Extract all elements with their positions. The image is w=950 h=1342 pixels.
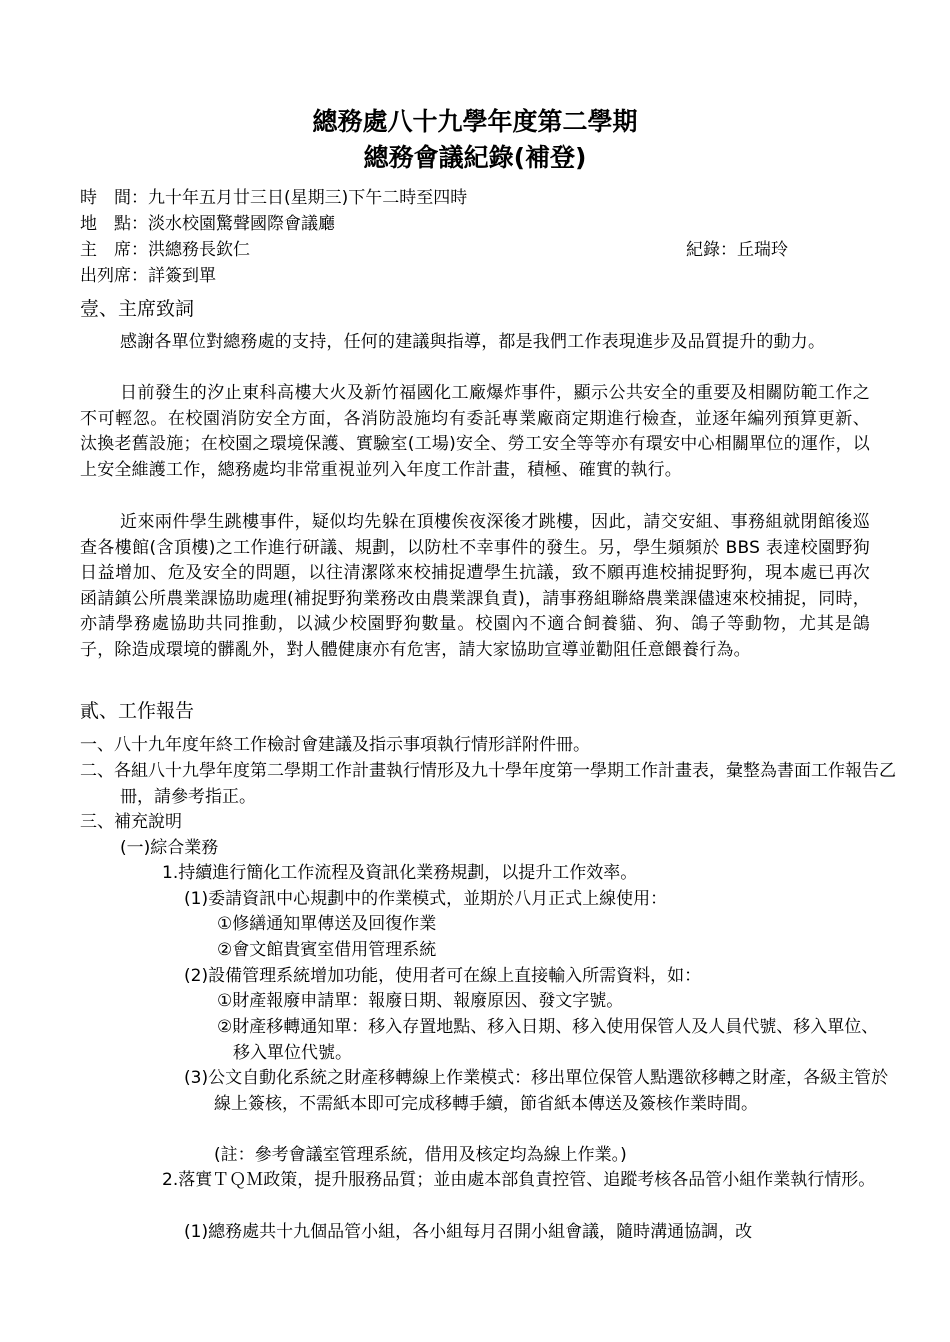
list-item: ①財產報廢申請單：報廢日期、報廢原因、發文字號。 <box>217 991 624 1011</box>
meta-chair-value: 洪總務長欽仁 <box>148 240 250 260</box>
section-heading-chair-address: 壹、主席致詞 <box>80 298 195 320</box>
list-item: 三、補充說明 <box>80 812 182 832</box>
list-item: (3)公文自動化系統之財產移轉線上作業模式：移出單位保管人點選欲移轉之財產，各級主管於線上簽核，不需紙本即可完成移轉手續，節省紙本傳送及簽核作業時間。 <box>184 1068 889 1114</box>
section-heading-work-report: 貳、工作報告 <box>80 700 195 722</box>
list-item: ①修繕通知單傳送及回復作業 <box>217 914 437 934</box>
list-item: 一、八十九年度年終工作檢討會建議及指示事項執行情形詳附件冊。 <box>80 735 590 755</box>
list-item: (1)總務處共十九個品管小組，各小組每月召開小組會議，隨時溝通協調，改 <box>184 1222 753 1242</box>
document-title-line2: 總務會議紀錄(補登) <box>363 143 587 172</box>
meta-time-value: 九十年五月廿三日(星期三)下午二時至四時 <box>148 188 468 208</box>
meta-time-label: 時 間： <box>80 188 148 208</box>
meta-recorder-label: 紀錄： <box>686 240 737 260</box>
document-title-line1: 總務處八十九學年度第二學期 <box>312 107 638 136</box>
list-item: (註：參考會議室管理系統，借用及核定均為線上作業。) <box>214 1145 627 1165</box>
meta-place <box>80 212 880 237</box>
meta-time <box>80 186 880 211</box>
meta-chair-label: 主 席： <box>80 240 148 260</box>
list-item: (一)綜合業務 <box>120 838 219 858</box>
list-item: (2)設備管理系統增加功能，使用者可在線上直接輸入所需資料，如： <box>184 966 702 986</box>
meta-recorder-value: 丘瑞玲 <box>737 240 788 260</box>
list-item: 1.持續進行簡化工作流程及資訊化業務規劃，以提升工作效率。 <box>162 863 638 883</box>
meta-place-value: 淡水校園驚聲國際會議廳 <box>148 214 335 234</box>
meta-recorder <box>686 238 788 263</box>
meta-attendees <box>80 264 880 289</box>
paragraph: 近來兩件學生跳樓事件，疑似均先躲在頂樓俟夜深後才跳樓，因此，請交安組、事務組就閉館後巡查各樓館(含頂樓)之工作進行研議、規劃，以防杜不幸事件的發生。另，學生頻頻於 BBS 表達校園野狗日益增加、危及安全的問題，以往清潔隊來校捕捉遭學生抗議，致不願再進校捕捉野狗，現本處已再次函請鎮公所農業課協助處理(補捉野狗業務改由農業課負責)，請事務組聯絡農業課儘速來校捕捉，同時，亦請學務處協助共同推動，以減少校園野狗數量。校園內不適合飼養貓、狗、鴿子等動物，尤其是鴿子，除造成環境的髒亂外，對人體健康亦有危害，請大家協助宣導並勸阻任意餵養行為。 <box>80 512 870 660</box>
paragraph: 日前發生的汐止東科高樓大火及新竹福國化工廠爆炸事件，顯示公共安全的重要及相關防範工作之不可輕忽。在校園消防安全方面，各消防設施均有委託專業廠商定期進行檢查，並逐年編列預算更新、汰換老舊設施；在校園之環境保護、實驗室(工場)安全、勞工安全等等亦有環安中心相關單位的運作，以上安全維護工作，總務處均非常重視並列入年度工作計畫，積極、確實的執行。 <box>80 383 870 480</box>
list-item: (1)委請資訊中心規劃中的作業模式，並期於八月正式上線使用： <box>184 889 668 909</box>
meta-chair <box>80 238 880 263</box>
list-item: 二、各組八十九學年度第二學期工作計畫執行情形及九十學年度第一學期工作計畫表，彙整為書面工作報告乙冊，請參考指正。 <box>80 761 896 807</box>
list-item: ②財產移轉通知單：移入存置地點、移入日期、移入使用保管人及人員代號、移入單位、移入單位代號。 <box>217 1017 879 1063</box>
meta-attendees-label: 出列席： <box>80 266 148 286</box>
meta-attendees-value: 詳簽到單 <box>148 266 216 286</box>
list-item: ②會文館貴賓室借用管理系統 <box>217 940 437 960</box>
list-item: 2.落實ＴＱＭ政策，提升服務品質；並由處本部負責控管、追蹤考核各品管小組作業執行情形。 <box>162 1170 876 1190</box>
meta-place-label: 地 點： <box>80 214 148 234</box>
paragraph: 感謝各單位對總務處的支持，任何的建議與指導，都是我們工作表現進步及品質提升的動力。 <box>120 332 826 352</box>
